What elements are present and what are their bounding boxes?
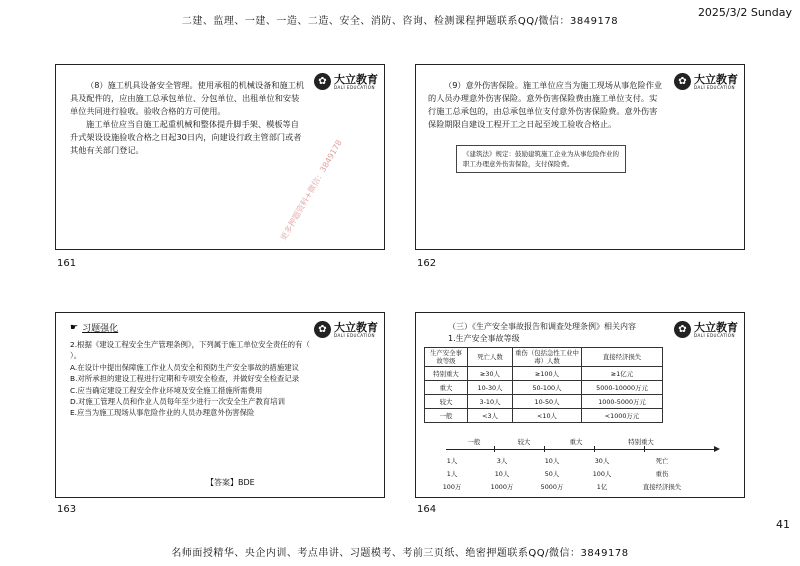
threshold-death: 1人 <box>446 457 458 465</box>
table-row <box>425 409 663 423</box>
axis-level-label: 特别重大 <box>628 438 654 446</box>
logo-sub: DALI EDUCATION <box>334 332 375 338</box>
accident-level-table <box>424 347 663 423</box>
legend-loss: 直接经济损失 <box>642 483 682 491</box>
logo-sub: DALI EDUCATION <box>694 84 735 90</box>
slide-161 <box>55 64 385 250</box>
option: B.对所承担的建设工程进行定期和专项安全检查，并做好安全检查记录 <box>70 374 300 384</box>
cell: 较大 <box>425 395 468 409</box>
question-stem: 2.根据《建设工程安全生产管理条例》，下列属于施工单位安全责任的有（ ）。 <box>70 340 310 361</box>
logo-sub: DALI EDUCATION <box>694 332 735 338</box>
table-header-row <box>425 348 663 367</box>
option: D.对施工管理人员和作业人员每年至少进行一次安全生产教育培训 <box>70 397 285 407</box>
cell: ≥30人 <box>468 367 513 381</box>
threshold-death: 30人 <box>594 457 610 465</box>
cell: 10-30人 <box>468 381 513 395</box>
note-box: 《建筑法》规定：鼓励建筑施工企业为从事危险作业的职工办理意外伤害保险，支付保险费。 <box>456 145 626 173</box>
slide-163 <box>55 312 385 498</box>
watermark: 更多押题资料+微信：3849178 <box>278 138 344 242</box>
date-label: 2025/3/2 Sunday <box>697 6 792 19</box>
paragraph: （9）意外伤害保险。施工单位应当为施工现场从事危险作业的人员办理意外伤害保险。意外伤害保险费由施工单位支付。实行施工总承包的，由总承包单位支付意外伤害保险费。意外伤害保险期限自建设工程开工之日起至竣工验收合格止。 <box>428 80 663 129</box>
threshold-column <box>580 455 624 494</box>
subtitle-text: 1.生产安全事故等级 <box>448 334 520 343</box>
slide-number: 162 <box>417 258 437 269</box>
paragraph: （8）施工机具设备安全管理。使用承租的机械设备和施工机具及配件的，应由施工总承包单位、分包单位、出租单位和安装单位共同进行验收。验收合格的方可使用。 <box>70 80 305 116</box>
answer: 【答案】BDE <box>206 478 255 487</box>
column-header: 生产安全事故等级 <box>425 348 468 367</box>
logo-icon: ✿ <box>674 321 691 338</box>
slide-number: 163 <box>57 504 77 515</box>
slide-body <box>428 79 664 131</box>
slide-body <box>70 79 306 157</box>
cell: <1000万元 <box>582 409 663 423</box>
slide-title <box>448 321 636 345</box>
axis-level-label: 一般 <box>467 438 481 446</box>
threshold-injury: 100人 <box>592 470 612 478</box>
logo-name: 大立教育 <box>694 72 738 86</box>
threshold-injury: 10人 <box>494 470 510 478</box>
option: C.应当确定建设工程安全作业环境及安全施工措施所需费用 <box>70 385 263 395</box>
question <box>70 339 310 419</box>
cell: 10-50人 <box>513 395 582 409</box>
cell: ≥100人 <box>513 367 582 381</box>
hand-pointer-icon: ☛ <box>70 322 79 333</box>
title-text: （三）《生产安全事故报告和调查处理条例》相关内容 <box>448 322 636 331</box>
cell: 3-10人 <box>468 395 513 409</box>
threshold-loss: 1亿 <box>596 483 608 491</box>
option: E.应当为施工现场从事危险作业的人员办理意外伤害保险 <box>70 408 255 418</box>
logo-sub: DALI EDUCATION <box>334 84 375 90</box>
column-header: 死亡人数 <box>468 348 513 367</box>
column-header: 重伤（包括急性工业中毒）人数 <box>513 348 582 367</box>
table-row <box>425 367 663 381</box>
slide-number: 164 <box>417 504 437 515</box>
threshold-column <box>530 455 574 494</box>
option: A.在设计中提出保障施工作业人员安全和预防生产安全事故的措施建议 <box>70 362 299 372</box>
threshold-loss: 5000万 <box>540 483 564 491</box>
logo <box>314 321 378 338</box>
cell: 5000-10000万元 <box>582 381 663 395</box>
threshold-column <box>480 455 524 494</box>
cell: 50-100人 <box>513 381 582 395</box>
cell: 特别重大 <box>425 367 468 381</box>
cell: <10人 <box>513 409 582 423</box>
axis-tick <box>644 446 645 452</box>
axis-tick <box>544 446 545 452</box>
threshold-injury: 1人 <box>446 470 458 478</box>
legend-injury: 重伤 <box>655 470 669 478</box>
threshold-death: 10人 <box>544 457 560 465</box>
logo <box>314 73 378 90</box>
axis-arrow-icon <box>714 446 720 452</box>
axis-legend <box>634 455 690 494</box>
logo <box>674 73 738 90</box>
page-footer: 名师面授精华、央企内训、考点串讲、习题模考、考前三页纸、绝密押题联系QQ/微信：3849178 <box>171 548 629 559</box>
severity-axis <box>446 449 716 450</box>
threshold-death: 3人 <box>496 457 508 465</box>
cell: 1000-5000万元 <box>582 395 663 409</box>
page-header: 二建、监理、一建、一造、二造、安全、消防、咨询、检测课程押题联系QQ/微信：3849178 <box>181 16 619 27</box>
threshold-column <box>430 455 474 494</box>
logo-icon: ✿ <box>674 73 691 90</box>
logo-icon: ✿ <box>314 73 331 90</box>
threshold-injury: 50人 <box>544 470 560 478</box>
axis-tick <box>594 446 595 452</box>
slide-164 <box>415 312 745 498</box>
column-header: 直接经济损失 <box>582 348 663 367</box>
paragraph: 施工单位应当自施工起重机械和整体提升脚手架、模板等自升式架设设施验收合格之日起30日内，向建设行政主管部门或者其他有关部门登记。 <box>70 119 302 155</box>
legend-death: 死亡 <box>655 457 669 465</box>
page-number: 41 <box>776 518 790 531</box>
logo-name: 大立教育 <box>334 320 378 334</box>
slide-162 <box>415 64 745 250</box>
axis-tick <box>494 446 495 452</box>
logo-name: 大立教育 <box>334 72 378 86</box>
axis-level-label: 较大 <box>517 438 531 446</box>
cell: <3人 <box>468 409 513 423</box>
threshold-loss: 1000万 <box>490 483 514 491</box>
logo-name: 大立教育 <box>694 320 738 334</box>
table-row <box>425 381 663 395</box>
logo-icon: ✿ <box>314 321 331 338</box>
exercise-title <box>70 321 118 334</box>
slide-number: 161 <box>57 258 77 269</box>
axis-level-label: 重大 <box>569 438 583 446</box>
threshold-loss: 100万 <box>442 483 462 491</box>
cell: ≥1亿元 <box>582 367 663 381</box>
cell: 一般 <box>425 409 468 423</box>
exercise-title-text: 习题强化 <box>82 324 119 334</box>
cell: 重大 <box>425 381 468 395</box>
logo <box>674 321 738 338</box>
table-row <box>425 395 663 409</box>
